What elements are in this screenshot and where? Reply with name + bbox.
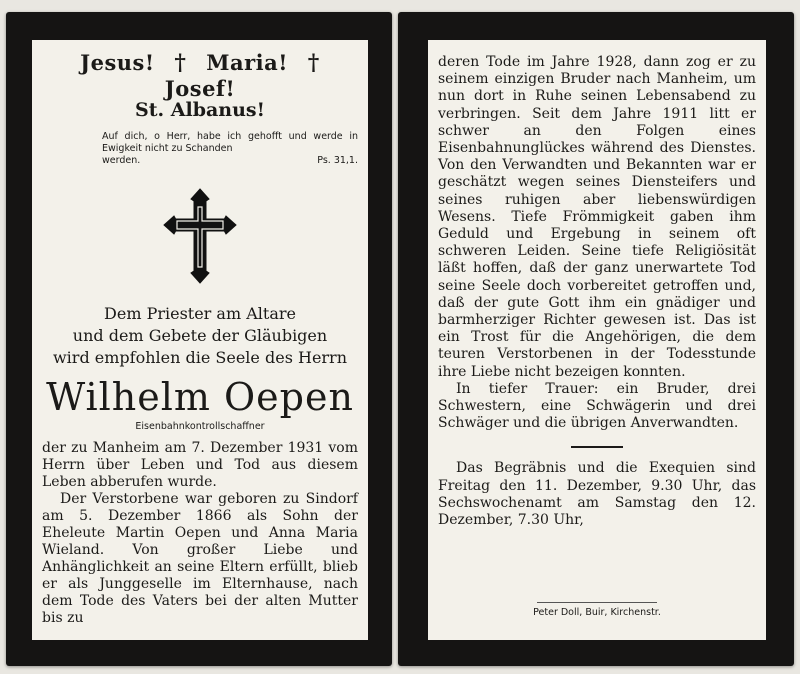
header-josef: Josef! <box>164 76 236 101</box>
paragraph: Der Verstorbene war geboren zu Sindorf am 5. Dezember 1866 als Sohn der Eheleute Martin Oepen und Anna Maria Wieland. Von großer Liebe und Anhänglichkeit an seine Eltern erfüllt, blieb er als Junggeselle im Elternhause, nach dem Tode des Vaters bei der alten Mutter bis zu <box>42 491 358 626</box>
paragraph: der zu Manheim am 7. Dezember 1931 vom Herrn über Leben und Tod aus diesem Leben abberufen wurde. <box>42 440 358 490</box>
header-maria: Maria! <box>206 50 288 75</box>
psalm-text: Auf dich, o Herr, habe ich gehofft und werde in Ewigkeit nicht zu Schanden <box>102 131 358 154</box>
divider <box>571 446 623 448</box>
intro-line-2: und dem Gebete der Gläubigen <box>72 326 328 345</box>
header-line <box>32 50 368 101</box>
intro-text <box>32 303 368 369</box>
small-cross-icon: † <box>174 50 187 76</box>
deceased-name: Wilhelm Oepen <box>46 375 354 419</box>
left-card-paper <box>32 40 368 640</box>
psalm-reference: Ps. 31,1. <box>317 155 358 166</box>
left-body-text <box>42 440 358 627</box>
right-body-text <box>438 54 756 432</box>
funeral-text <box>438 460 756 529</box>
psalm-last: werden. <box>102 155 141 166</box>
printer-rule <box>537 602 657 603</box>
right-card <box>398 12 794 666</box>
header-jesus: Jesus! <box>80 50 155 75</box>
profession: Eisenbahnkontrollschaffner <box>135 421 265 432</box>
left-card <box>6 12 392 666</box>
intro-line-3: wird empfohlen die Seele des Herrn <box>52 348 348 367</box>
subheader: St. Albanus! <box>135 99 265 121</box>
paragraph: deren Tode im Jahre 1928, dann zog er zu seinem einzigen Bruder nach Manheim, um nun dort in Ruhe seinen Lebensabend zu verbringen. Seit dem Jahre 1911 litt er schwer an den Folgen eines Eisenbahnunglückes während des Dienstes. Von den Verwandten und Bekannten war er geschätzt wegen seines Diensteifers und seines ruhigen aber liebenswürdigen Wesens. Tiefe Frömmigkeit gaben ihm Geduld und Ergebung in seinem oft schweren Leiden. Seine tiefe Religiösität läßt hoffen, daß der ganz unerwartete Tod seine Seele doch vorbereitet getroffen und, daß der gute Gott ihm ein gnädiger und barmherziger Richter gewesen ist. Das ist ein Trost für die Angehörigen, die dem teuren Verstorbenen in der Todesstunde ihre Liebe nicht bezeigen konnten. <box>438 54 756 380</box>
printer-name: Peter Doll, Buir, Kirchenstr. <box>533 607 661 618</box>
psalm-quote <box>102 131 358 167</box>
intro-line-1: Dem Priester am Altare <box>104 304 296 323</box>
paragraph: In tiefer Trauer: ein Bruder, drei Schwestern, eine Schwägerin und drei Schwäger und die übrigen Anverwandten. <box>438 380 756 432</box>
paragraph: Das Begräbnis und die Exequien sind Freitag den 11. Dezember, 9.30 Uhr, das Sechswochenamt am Samstag den 12. Dezember, 7.30 Uhr, <box>438 460 756 529</box>
small-cross-icon: † <box>307 50 320 76</box>
right-card-paper <box>428 40 766 640</box>
printer-imprint <box>428 602 766 618</box>
cross-icon <box>163 187 237 285</box>
